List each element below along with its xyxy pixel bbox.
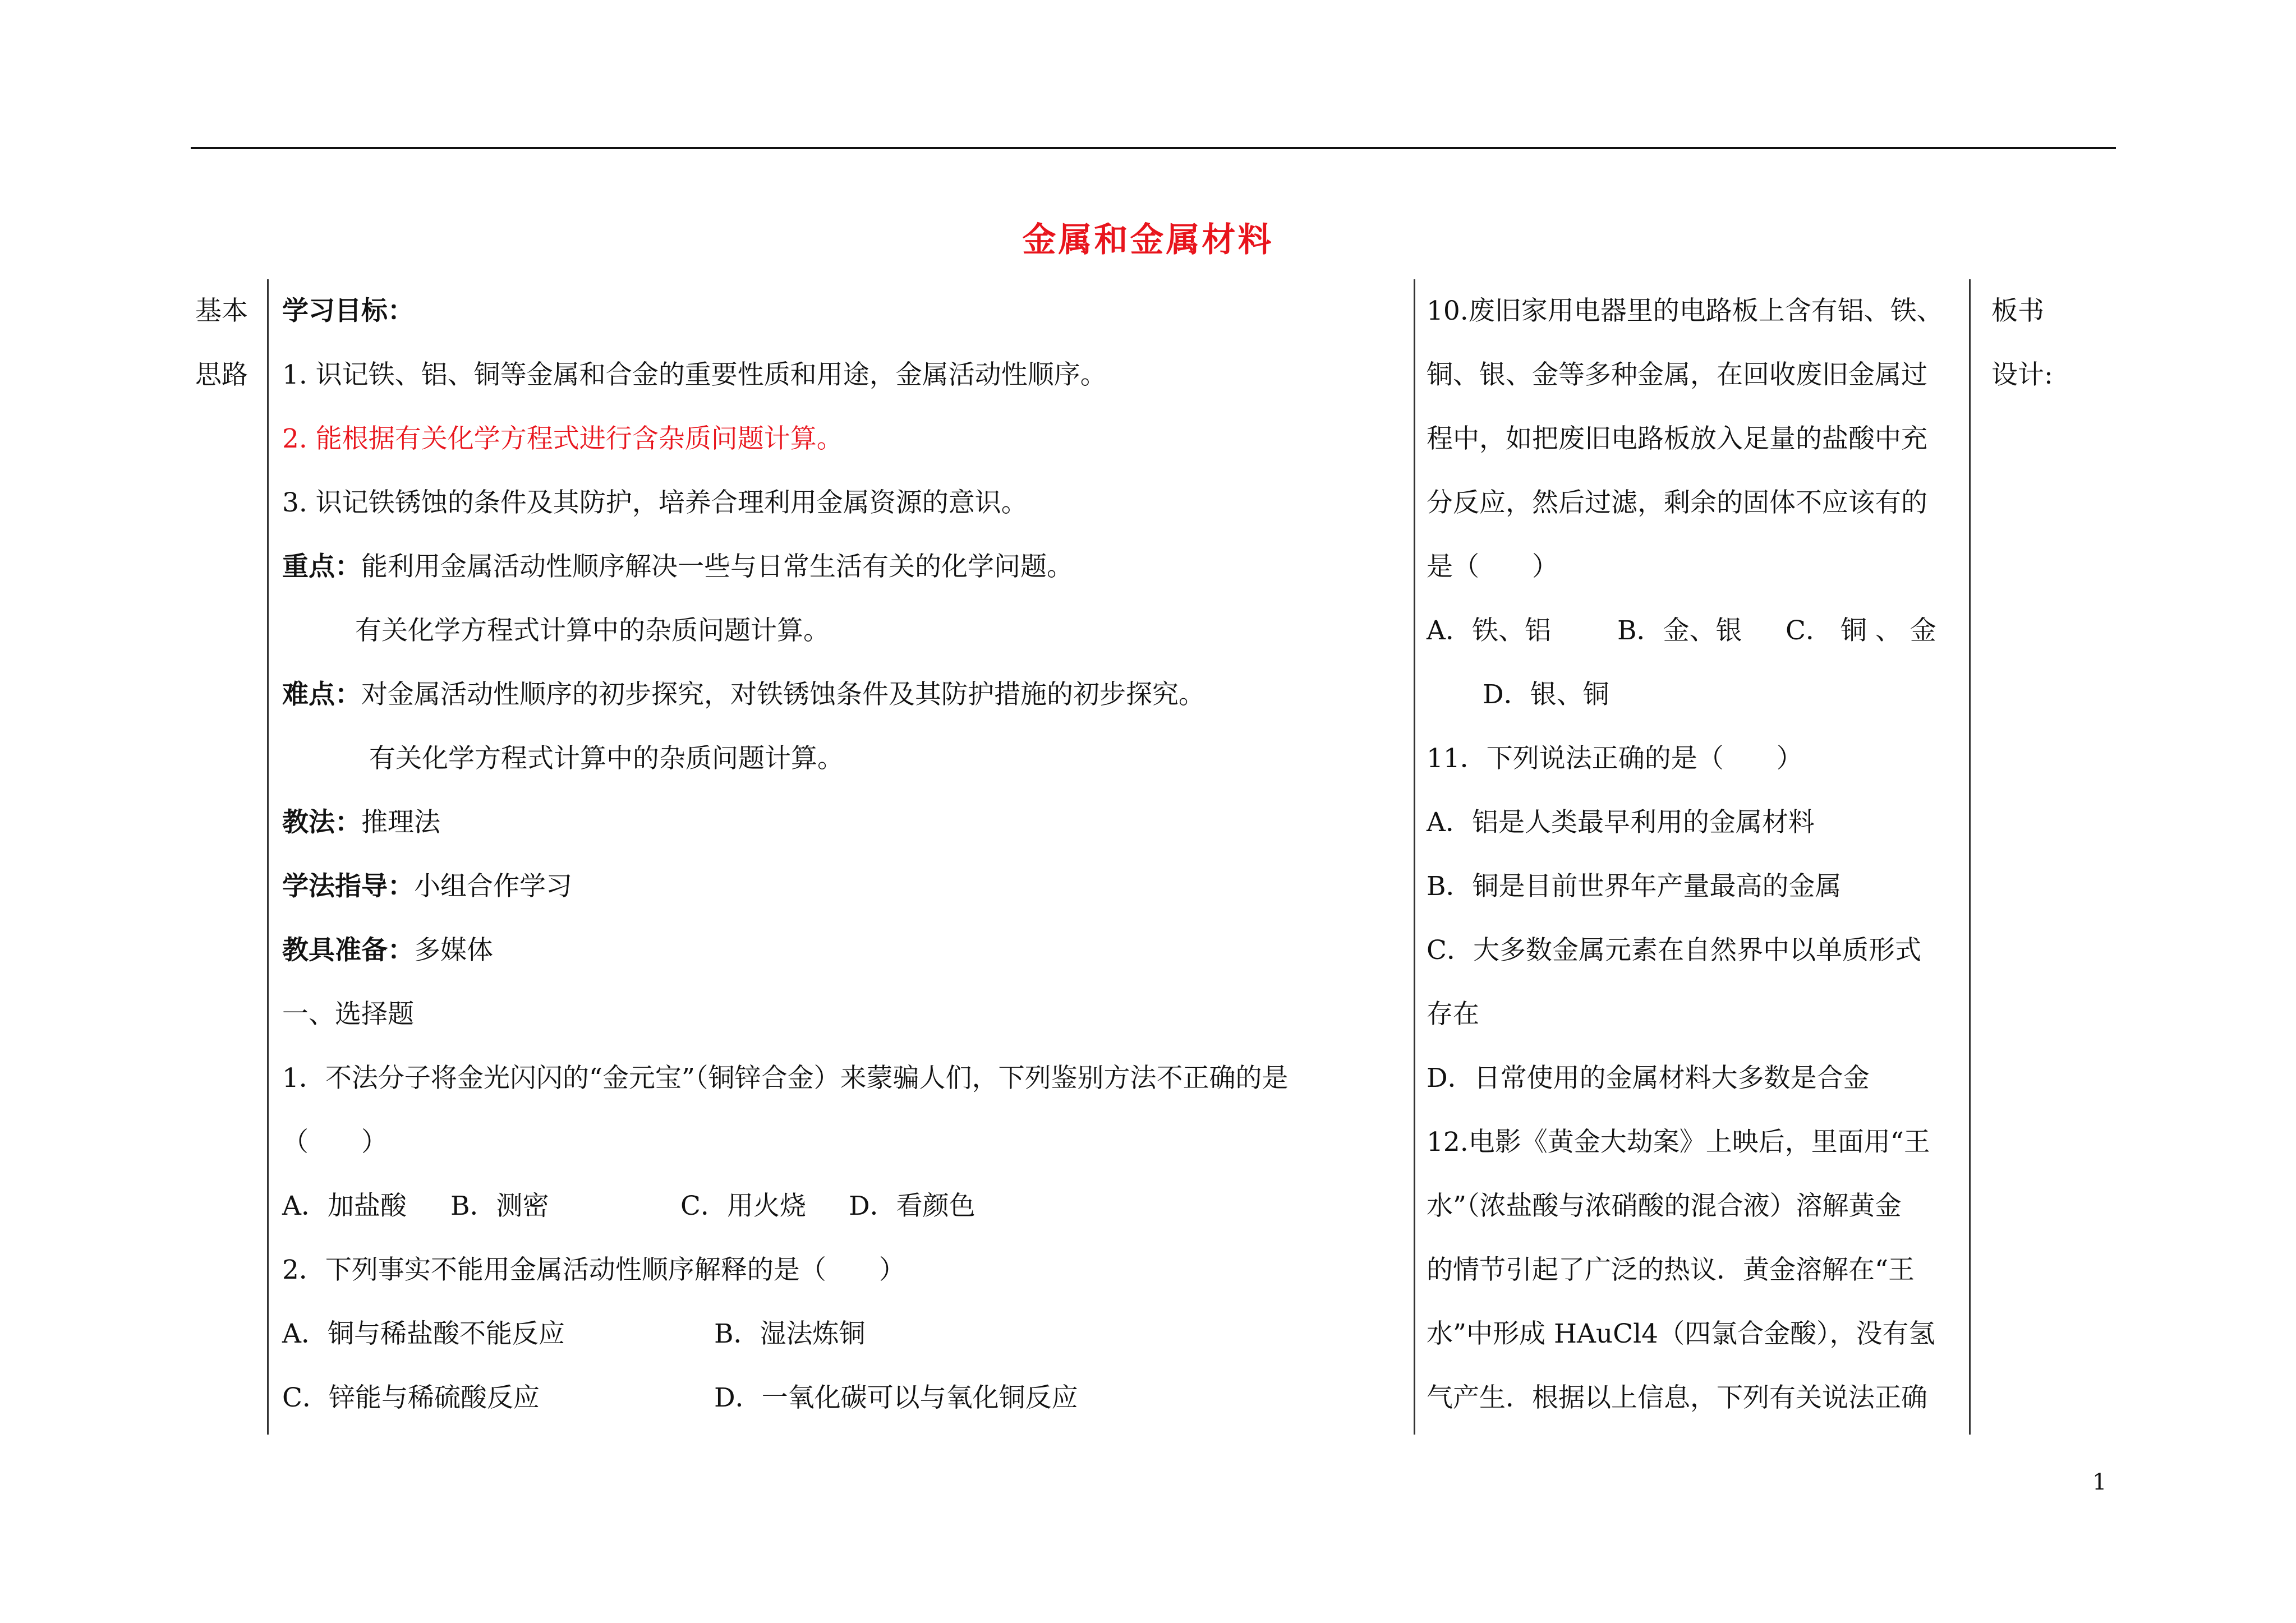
question-2: 2．下列事实不能用金属活动性顺序解释的是（ ） (282, 1255, 905, 1285)
study-label: 学法指导： (282, 871, 414, 902)
goal-3: 3. 识记铁锈蚀的条件及其防护，培养合理利用金属资源的意识。 (282, 487, 1028, 518)
key-label: 重点： (282, 551, 361, 582)
q1-option-b: B．测密 (450, 1191, 549, 1221)
q10-line-2: 铜、银、金等多种金属，在回收废旧金属过 (1427, 359, 1927, 390)
left-label-line-2: 思路 (195, 359, 248, 390)
question-11: 11．下列说法正确的是（ ） (1427, 743, 1803, 774)
tools-text: 多媒体 (414, 935, 493, 966)
page-number: 1 (2092, 1469, 2107, 1495)
q10-line-1: 10.废旧家用电器里的电路板上含有铝、铁、 (1427, 296, 1943, 326)
left-label-column (195, 279, 263, 407)
key-points (282, 535, 1410, 599)
q12-line-3: 的情节引起了广泛的热议．黄金溶解在“王 (1427, 1255, 1915, 1285)
q10-line-5: 是（ ） (1427, 551, 1558, 582)
tools-label: 教具准备： (282, 935, 414, 966)
question-1-paren: （ ） (282, 1127, 388, 1158)
header-rule (191, 147, 2116, 149)
q2-option-c: C．锌能与稀硫酸反应 (282, 1382, 540, 1413)
goal-2: 2. 能根据有关化学方程式进行含杂质问题计算。 (282, 423, 843, 454)
difficult-text: 对金属活动性顺序的初步探究，对铁锈蚀条件及其防护措施的初步探究。 (361, 679, 1205, 710)
q1-option-d: D．看颜色 (849, 1191, 976, 1221)
q10-options-abc (1427, 599, 1965, 663)
q12-line-1: 12.电影《黄金大劫案》上映后，里面用“王 (1427, 1127, 1930, 1158)
question-2-options-cd (282, 1366, 1410, 1430)
teaching-method (282, 791, 1410, 855)
q11-option-c-line-2: 存在 (1427, 999, 1479, 1030)
left-label-line-1: 基本 (195, 296, 248, 326)
study-guide (282, 855, 1410, 919)
q10-line-3: 程中，如把废旧电路板放入足量的盐酸中充 (1427, 423, 1927, 454)
page-title: 金属和金属材料 (1022, 220, 1274, 260)
goal-1: 1. 识记铁、铝、铜等金属和合金的重要性质和用途，金属活动性顺序。 (282, 359, 1107, 390)
column-divider-1 (267, 279, 269, 1435)
q1-option-a: A．加盐酸 (282, 1191, 407, 1221)
key-text-2: 有关化学方程式计算中的杂质问题计算。 (355, 615, 830, 646)
column-divider-3 (1969, 279, 1971, 1435)
teaching-tools (282, 919, 1410, 983)
q1-option-c: C．用火烧 (680, 1191, 806, 1221)
question-1: 1．不法分子将金光闪闪的“金元宝”（铜锌合金）来蒙骗人们，下列鉴别方法不正确的是 (282, 1063, 1289, 1094)
q10-option-d: D．银、铜 (1483, 679, 1609, 710)
study-text: 小组合作学习 (414, 871, 572, 902)
q12-line-2: 水”（浓盐酸与浓硝酸的混合液）溶解黄金 (1427, 1191, 1902, 1221)
method-label: 教法： (282, 807, 361, 838)
question-2-options-ab (282, 1302, 1410, 1366)
difficult-points (282, 663, 1410, 727)
q11-option-a: A．铝是人类最早利用的金属材料 (1427, 807, 1815, 838)
right-label-column (1991, 279, 2104, 407)
q12-line-4: 水”中形成 HAuCl4（四氯合金酸），没有氢 (1427, 1318, 1935, 1349)
question-1-options (282, 1174, 1410, 1238)
right-label-line-2: 设计: (1991, 359, 2053, 390)
side-column (1427, 279, 1965, 1430)
q10-option-c: C． 铜 、 金 (1786, 615, 1936, 646)
q11-option-d: D．日常使用的金属材料大多数是合金 (1427, 1063, 1870, 1094)
main-column (282, 279, 1410, 1430)
q10-option-a: A．铁、铝 (1427, 615, 1551, 646)
q2-option-d: D．一氧化碳可以与氧化铜反应 (714, 1382, 1078, 1413)
difficult-label: 难点： (282, 679, 361, 710)
right-label-line-1: 板书 (1991, 296, 2044, 326)
key-text: 能利用金属活动性顺序解决一些与日常生活有关的化学问题。 (361, 551, 1073, 582)
q12-line-5: 气产生．根据以上信息，下列有关说法正确 (1427, 1382, 1927, 1413)
q10-line-4: 分反应，然后过滤，剩余的固体不应该有的 (1427, 487, 1927, 518)
difficult-text-2: 有关化学方程式计算中的杂质问题计算。 (369, 743, 844, 774)
q2-option-b: B．湿法炼铜 (714, 1318, 866, 1349)
column-divider-2 (1414, 279, 1415, 1435)
q2-option-a: A．铜与稀盐酸不能反应 (282, 1318, 565, 1349)
q11-option-b: B．铜是目前世界年产量最高的金属 (1427, 871, 1842, 902)
q10-option-b: B．金、银 (1617, 615, 1742, 646)
q11-option-c-line-1: C．大多数金属元素在自然界中以单质形式 (1427, 935, 1921, 966)
goal-heading: 学习目标： (282, 296, 414, 326)
section-heading: 一、选择题 (282, 999, 414, 1030)
method-text: 推理法 (361, 807, 440, 838)
